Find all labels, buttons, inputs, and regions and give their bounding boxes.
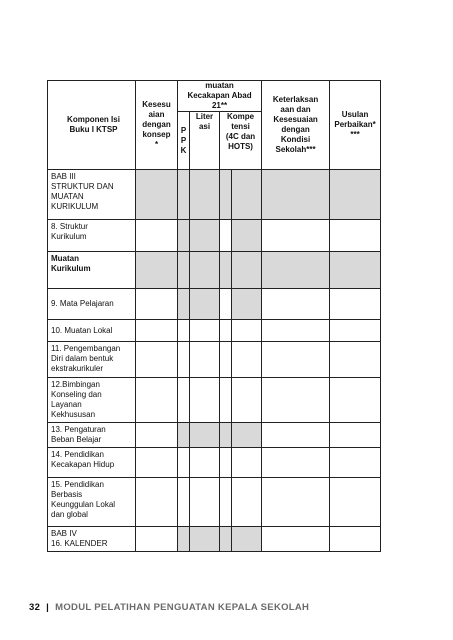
cell-kesesuaian: [136, 378, 178, 423]
cell-keterlaksanaan: [262, 478, 330, 527]
cell-literasi: [190, 478, 220, 527]
row-label: 9. Mata Pelajaran: [48, 289, 136, 320]
page-number: 32: [29, 602, 41, 613]
cell-keterlaksanaan: [262, 527, 330, 552]
cell-kompetensi-a: [220, 448, 232, 478]
cell-usulan: [330, 342, 381, 378]
cell-ppk: [178, 289, 190, 320]
header-kompetensi: Kompe tensi (4C dan HOTS): [220, 112, 262, 170]
cell-kompetensi-a: [220, 289, 232, 320]
cell-ppk: [178, 170, 190, 220]
cell-ppk: [178, 423, 190, 448]
cell-ppk: [178, 378, 190, 423]
cell-literasi: [190, 289, 220, 320]
cell-ppk: [178, 320, 190, 342]
cell-kompetensi-a: [220, 220, 232, 252]
cell-kompetensi-b: [232, 478, 262, 527]
header-usulan-perbaikan: Usulan Perbaikan* ***: [330, 81, 381, 170]
cell-keterlaksanaan: [262, 320, 330, 342]
cell-usulan: [330, 320, 381, 342]
row-label: 11. Pengembangan Diri dalam bentuk ekstrakurikuler: [48, 342, 136, 378]
cell-literasi: [190, 170, 220, 220]
cell-kompetensi-a: [220, 527, 232, 552]
cell-literasi: [190, 448, 220, 478]
cell-kompetensi-a: [220, 378, 232, 423]
cell-kompetensi-a: [220, 252, 232, 289]
cell-kesesuaian: [136, 289, 178, 320]
cell-kompetensi-b: [232, 342, 262, 378]
cell-kompetensi-a: [220, 320, 232, 342]
cell-kompetensi-b: [232, 320, 262, 342]
cell-kesesuaian: [136, 423, 178, 448]
cell-kesesuaian: [136, 220, 178, 252]
cell-usulan: [330, 423, 381, 448]
header-kesesuaian: Kesesu aian dengan konsep *: [136, 81, 178, 170]
cell-kompetensi-b: [232, 527, 262, 552]
cell-kesesuaian: [136, 448, 178, 478]
cell-keterlaksanaan: [262, 423, 330, 448]
cell-keterlaksanaan: [262, 170, 330, 220]
cell-kesesuaian: [136, 478, 178, 527]
cell-literasi: [190, 252, 220, 289]
cell-kompetensi-b: [232, 170, 262, 220]
cell-kompetensi-b: [232, 448, 262, 478]
cell-keterlaksanaan: [262, 448, 330, 478]
cell-kesesuaian: [136, 320, 178, 342]
page-footer: [29, 602, 309, 613]
cell-usulan: [330, 289, 381, 320]
cell-ppk: [178, 527, 190, 552]
cell-ppk: [178, 342, 190, 378]
row-label: 10. Muatan Lokal: [48, 320, 136, 342]
cell-kompetensi-b: [232, 423, 262, 448]
cell-usulan: [330, 170, 381, 220]
row-label: BAB IV 16. KALENDER: [48, 527, 136, 552]
cell-kompetensi-a: [220, 342, 232, 378]
ktsp-evaluation-table: [47, 80, 381, 552]
header-muatan-kecakapan: muatan Kecakapan Abad 21**: [178, 81, 262, 112]
cell-literasi: [190, 320, 220, 342]
header-ppk: P P K: [178, 112, 190, 170]
footer-separator: |: [46, 602, 50, 613]
cell-kompetensi-b: [232, 289, 262, 320]
row-label: 13. Pengaturan Beban Belajar: [48, 423, 136, 448]
row-label: 15. Pendidikan Berbasis Keunggulan Lokal dan global: [48, 478, 136, 527]
footer-title: MODUL PELATIHAN PENGUATAN KEPALA SEKOLAH: [55, 602, 310, 613]
cell-kompetensi-a: [220, 170, 232, 220]
cell-kompetensi-a: [220, 478, 232, 527]
row-label: BAB III STRUKTUR DAN MUATAN KURIKULUM: [48, 170, 136, 220]
cell-kesesuaian: [136, 252, 178, 289]
cell-kesesuaian: [136, 342, 178, 378]
row-label: 12.Bimbingan Konseling dan Layanan Kekhususan: [48, 378, 136, 423]
cell-ppk: [178, 448, 190, 478]
row-label: 14. Pendidikan Kecakapan Hidup: [48, 448, 136, 478]
cell-usulan: [330, 220, 381, 252]
cell-literasi: [190, 378, 220, 423]
cell-usulan: [330, 378, 381, 423]
header-keterlaksanaan: Keterlaksan aan dan Kesesuaian dengan Kondisi Sekolah***: [262, 81, 330, 170]
cell-keterlaksanaan: [262, 252, 330, 289]
cell-literasi: [190, 527, 220, 552]
cell-keterlaksanaan: [262, 378, 330, 423]
row-label: 8. Struktur Kurikulum: [48, 220, 136, 252]
cell-keterlaksanaan: [262, 220, 330, 252]
cell-literasi: [190, 342, 220, 378]
cell-kompetensi-b: [232, 378, 262, 423]
cell-kompetensi-a: [220, 423, 232, 448]
cell-kesesuaian: [136, 527, 178, 552]
header-komponen: Komponen Isi Buku I KTSP: [48, 81, 136, 170]
cell-literasi: [190, 220, 220, 252]
cell-kompetensi-b: [232, 252, 262, 289]
cell-usulan: [330, 252, 381, 289]
header-literasi: Liter asi: [190, 112, 220, 170]
cell-kompetensi-b: [232, 220, 262, 252]
cell-literasi: [190, 423, 220, 448]
cell-keterlaksanaan: [262, 289, 330, 320]
cell-usulan: [330, 527, 381, 552]
cell-usulan: [330, 448, 381, 478]
row-label: Muatan Kurikulum: [48, 252, 136, 289]
cell-ppk: [178, 478, 190, 527]
cell-ppk: [178, 252, 190, 289]
cell-keterlaksanaan: [262, 342, 330, 378]
cell-usulan: [330, 478, 381, 527]
cell-kesesuaian: [136, 170, 178, 220]
cell-ppk: [178, 220, 190, 252]
